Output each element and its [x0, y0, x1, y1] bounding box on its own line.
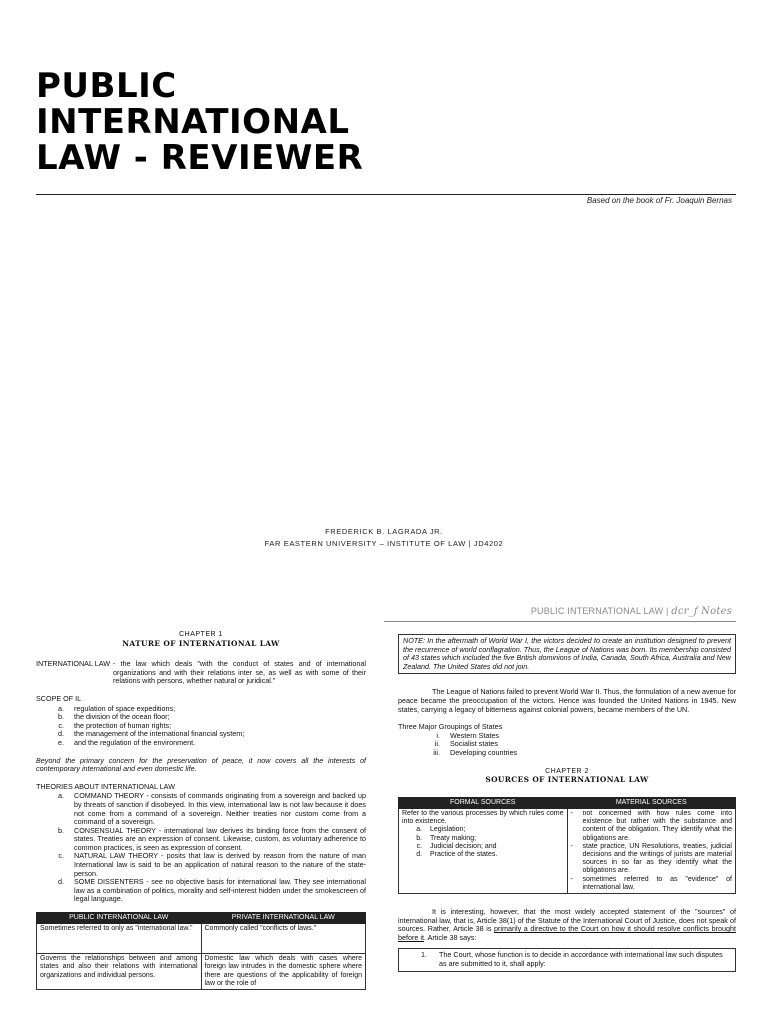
- article-list: [429, 951, 729, 968]
- interesting-start: It is interesting, however, that the most widely accepted statement of the "sources" of international law, that is, Article 38(1) of the Statute of the International Court of Justice, does not speak of sources. Rather, Article 38 is: [398, 906, 736, 934]
- table-header-row: [37, 913, 366, 924]
- theory-text: - see no objective basis for international law. They see international law as a combination of politics, morality and self-interest hidden under the smokescreen of legal language.: [74, 877, 366, 904]
- list-item: - not concerned with how rules come into existence but rather with the substance and content of the obligation. They identify what the obligations are.: [571, 810, 733, 843]
- league-paragraph: The League of Nations failed to prevent World War II. Thus, the formulation of a new avenue for peace became the preoccupation of the victors. Hence was founded the United Nations in 1945. New states, carrying a legacy of bitterness against colonial powers, became members of the UN.: [398, 687, 736, 714]
- table-cell: Sometimes referred to only as "international law.": [37, 924, 202, 954]
- sources-table: [398, 797, 736, 894]
- list-item: [66, 827, 366, 853]
- table-cell-material: [567, 808, 736, 893]
- definition-body: - the law which deals "with the conduct of states and of international organizations and with their relations inter se, as well as with some of their relations with persons, whether natural or juridical.": [113, 659, 366, 686]
- running-header-separator: |: [666, 606, 669, 616]
- list-item: d. the management of the international financial system;: [66, 730, 366, 739]
- list-item: a. Legislation;: [424, 826, 564, 834]
- beyond-paragraph: Beyond the primary concern for the preservation of peace, it now covers all the interests of contemporary international and even domestic life.: [36, 755, 366, 774]
- theory-label: CONSENSUAL THEORY: [74, 825, 156, 835]
- interesting-paragraph: [398, 908, 736, 942]
- formal-list: [424, 826, 564, 859]
- list-item: - state practice, UN Resolutions, treaties, judicial decisions and the writings of jurists are material sources in so far as they identify what the obligations are.: [571, 843, 733, 876]
- formal-intro: Refer to the various processes by which rules come into existence.: [402, 809, 564, 826]
- table-header: PRIVATE INTERNATIONAL LAW: [201, 913, 366, 924]
- article-box: [398, 948, 736, 971]
- list-item: iii. Developing countries: [442, 749, 736, 758]
- cover-title: [36, 68, 456, 176]
- table-cell: Domestic law which deals with cases where foreign law intrudes in the domestic sphere where there are questions of the applicability of foreign law or the role of: [201, 954, 366, 990]
- table-header: PUBLIC INTERNATIONAL LAW: [37, 913, 202, 924]
- list-item: - sometimes referred to as "evidence" of international law.: [571, 876, 733, 892]
- author-institution: FAR EASTERN UNIVERSITY – INSTITUTE OF LAW | JD4202: [264, 539, 504, 548]
- cover-subtitle: Based on the book of Fr. Joaquin Bernas: [586, 196, 732, 205]
- cover-title-line: LAW - REVIEWER: [36, 138, 364, 178]
- table-header-row: [399, 797, 736, 808]
- list-item: c. the protection of human rights;: [66, 722, 366, 731]
- theory-label: NATURAL LAW THEORY: [74, 851, 158, 861]
- list-item: ii. Socialist states: [442, 740, 736, 749]
- list-item: i. Western States: [442, 732, 736, 741]
- theory-text: - international law derives its binding force from the consent of states. Treaties are an expression of consent. Likewise, custom, as voluntary adherence to common practices, is seen as expression of consent.: [74, 825, 366, 852]
- theories-heading: THEORIES ABOUT INTERNATIONAL LAW: [36, 781, 175, 791]
- table-row: [399, 808, 736, 893]
- left-column: [36, 628, 366, 990]
- running-header-title: PUBLIC INTERNATIONAL LAW: [530, 606, 664, 616]
- definition: [36, 660, 366, 686]
- list-item: 1. The Court, whose function is to decide in accordance with international law such disputes as are submitted to it, shall apply:: [429, 951, 729, 968]
- notes-logo: dcr_f Notes: [671, 606, 732, 617]
- comparison-table: [36, 912, 366, 990]
- theory-text: - posits that law is derived by reason from the nature of man International law is said to be an application of natural reason to the nature of the state-person.: [74, 851, 366, 878]
- groupings-heading: Three Major Groupings of States: [398, 722, 503, 732]
- list-item: a. regulation of space expeditions;: [66, 705, 366, 714]
- material-list: [571, 810, 733, 892]
- chapter-number: CHAPTER 1: [179, 631, 223, 638]
- author-block: [0, 526, 768, 550]
- scope-heading: SCOPE OF IL: [36, 693, 82, 703]
- table-row: [37, 954, 366, 990]
- author-name: FREDERICK B. LAGRADA JR.: [325, 527, 443, 536]
- list-item: c. Judicial decision; and: [424, 843, 564, 851]
- table-cell: Commonly called "conflicts of laws.": [201, 924, 366, 954]
- interesting-underlined: primarily a directive to the Court on how it should resolve conflicts brought before it: [398, 924, 736, 942]
- theory-label: COMMAND THEORY: [74, 791, 144, 801]
- theories-list: [66, 792, 366, 904]
- interesting-end: . Article 38 says:: [423, 932, 477, 942]
- cover-divider: [36, 194, 736, 195]
- list-item: d. Practice of the states.: [424, 851, 564, 859]
- list-item: [66, 852, 366, 878]
- list-item: b. Treaty making;: [424, 835, 564, 843]
- table-header: MATERIAL SOURCES: [567, 797, 736, 808]
- table-row: [37, 924, 366, 954]
- list-item: [66, 878, 366, 904]
- table-cell: Governs the relationships between and among states and also their relations with international organizations and individual persons.: [37, 954, 202, 990]
- theory-text: - consists of commands originating from a sovereign and backed up by threats of sanction if disobeyed. In this view, international law is not law because it does not come from a command of a sovereign. Neither treaties nor custom come from a command of a sovereign.: [74, 791, 366, 827]
- list-item: [66, 792, 366, 826]
- definition-term: INTERNATIONAL LAW: [36, 659, 111, 669]
- note-box: NOTE: In the aftermath of World War I, the victors decided to create an institution designed to prevent the recurrence of world conflagration. Thus, the League of Nations was born. Its membership consisted of 43 states which included the five British dominions of India, Canada, South Africa, Australia and New Zealand. The United States did not join.: [398, 634, 736, 674]
- list-item: e. and the regulation of the environment.: [66, 739, 366, 748]
- header-divider: [384, 621, 736, 622]
- theory-label: SOME DISSENTERS: [74, 877, 144, 887]
- chapter-number: CHAPTER 2: [545, 767, 589, 775]
- chapter-title: NATURE OF INTERNATIONAL LAW: [122, 638, 280, 648]
- running-header: [531, 606, 732, 617]
- cover-title-line: INTERNATIONAL: [36, 102, 350, 142]
- table-cell-formal: [399, 808, 568, 893]
- chapter-title: SOURCES OF INTERNATIONAL LAW: [485, 775, 649, 785]
- table-header: FORMAL SOURCES: [399, 797, 568, 808]
- groupings-list: [442, 732, 736, 758]
- cover-title-line: PUBLIC: [36, 66, 177, 106]
- list-item: b. the division of the ocean floor;: [66, 713, 366, 722]
- scope-list: [66, 705, 366, 748]
- right-column: [398, 634, 736, 972]
